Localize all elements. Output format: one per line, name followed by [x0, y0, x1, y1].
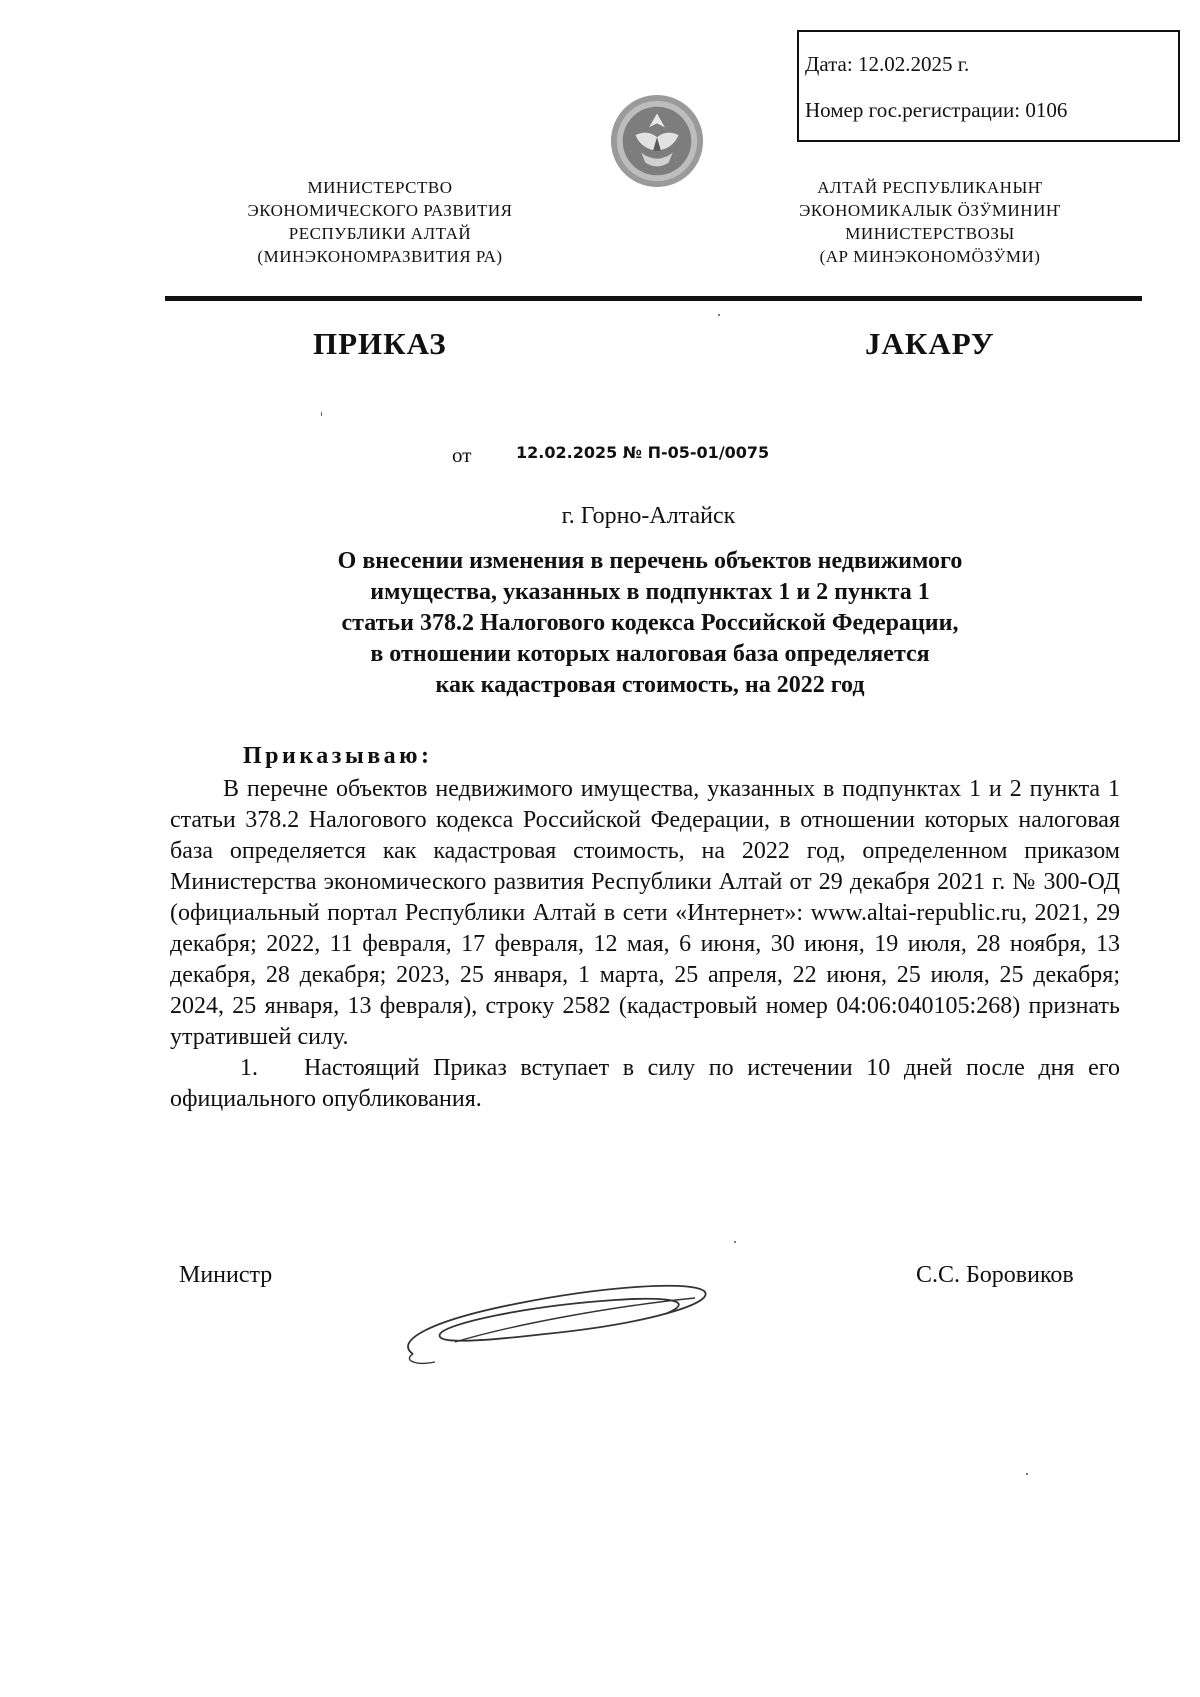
registration-number-value: 0106	[1025, 98, 1068, 122]
signatory-role: Министр	[179, 1262, 273, 1288]
ministry-line: МИНИСТЕРСТВОЗЫ	[845, 224, 1015, 243]
order-title	[170, 546, 1130, 701]
scan-speck	[734, 1241, 736, 1243]
order-date-number: 12.02.2025 № П-05-01/0075	[516, 443, 770, 462]
ministry-line: (АР МИНЭКОНОМӦЗӰМИ)	[819, 247, 1041, 266]
order-body	[170, 774, 1120, 1115]
title-line: как кадастровая стоимость, на 2022 год	[435, 672, 865, 698]
order-date-prefix: от	[452, 443, 472, 467]
ministry-line: ЭКОНОМИКАЛЫК ӦЗӰМИНИҤ	[799, 201, 1061, 220]
doc-type-altai: ЈАКАРУ	[865, 326, 995, 361]
ministry-line: МИНИСТЕРСТВО	[307, 178, 453, 197]
handwritten-signature	[395, 1262, 715, 1367]
signatory-name: С.С. Боровиков	[916, 1262, 1074, 1288]
item-marker: 1.	[240, 1055, 258, 1081]
body-item-1	[170, 1053, 1120, 1115]
title-line: статьи 378.2 Налогового кодекса Российской Федерации,	[341, 610, 959, 636]
registration-box	[797, 30, 1180, 142]
body-paragraph: В перечне объектов недвижимого имущества, указанных в подпунктах 1 и 2 пункта 1 статьи 378.2 Налогового кодекса Российской Федерации, в отношении которых налоговая база определяется как кадастровая стоимость, на 2022 год, определенном приказом Министерства экономического развития Республики Алтай от 29 декабря 2021 г. № 300-ОД (официальный портал Республики Алтай в сети «Интернет»: www.altai-republic.ru, 2021, 29 декабря; 2022, 11 февраля, 17 февраля, 12 мая, 6 июня, 30 июня, 19 июля, 28 ноября, 13 декабря, 28 декабря; 2023, 25 января, 1 марта, 25 апреля, 22 июня, 25 июля, 25 декабря; 2024, 25 января, 13 февраля), строку 2582 (кадастровый номер 04:06:040105:268) признать утратившей силу.	[170, 776, 1120, 1050]
order-city: г. Горно-Алтайск	[561, 503, 736, 529]
orders-heading: Приказываю:	[243, 743, 433, 769]
ministry-name-russian	[205, 176, 555, 268]
ministry-line: (МИНЭКОНОМРАЗВИТИЯ РА)	[257, 247, 503, 266]
ministry-line: АЛТАЙ РЕСПУБЛИКАНЫҤ	[817, 178, 1043, 197]
ministry-line: РЕСПУБЛИКИ АЛТАЙ	[288, 224, 472, 243]
doc-type-russian: ПРИКАЗ	[313, 326, 447, 361]
registration-date-label: Дата:	[805, 52, 853, 76]
ministry-name-altai	[760, 176, 1100, 268]
scan-speck	[321, 412, 322, 416]
title-line: О внесении изменения в перечень объектов недвижимого	[337, 548, 963, 574]
header-rule	[165, 296, 1142, 301]
scan-speck	[718, 314, 720, 316]
title-line: имущества, указанных в подпунктах 1 и 2 пункта 1	[370, 579, 930, 605]
republic-emblem-icon	[608, 92, 706, 190]
registration-number	[805, 98, 1067, 123]
registration-date-value: 12.02.2025 г.	[857, 52, 970, 76]
item-text: Настоящий Приказ вступает в силу по истечении 10 дней после дня его официального опубликования.	[170, 1055, 1120, 1112]
registration-date	[805, 52, 969, 77]
ministry-line: ЭКОНОМИЧЕСКОГО РАЗВИТИЯ	[247, 201, 513, 220]
registration-number-label: Номер гос.регистрации:	[805, 98, 1021, 122]
title-line: в отношении которых налоговая база определяется	[370, 641, 930, 667]
scan-speck	[1026, 1473, 1028, 1475]
